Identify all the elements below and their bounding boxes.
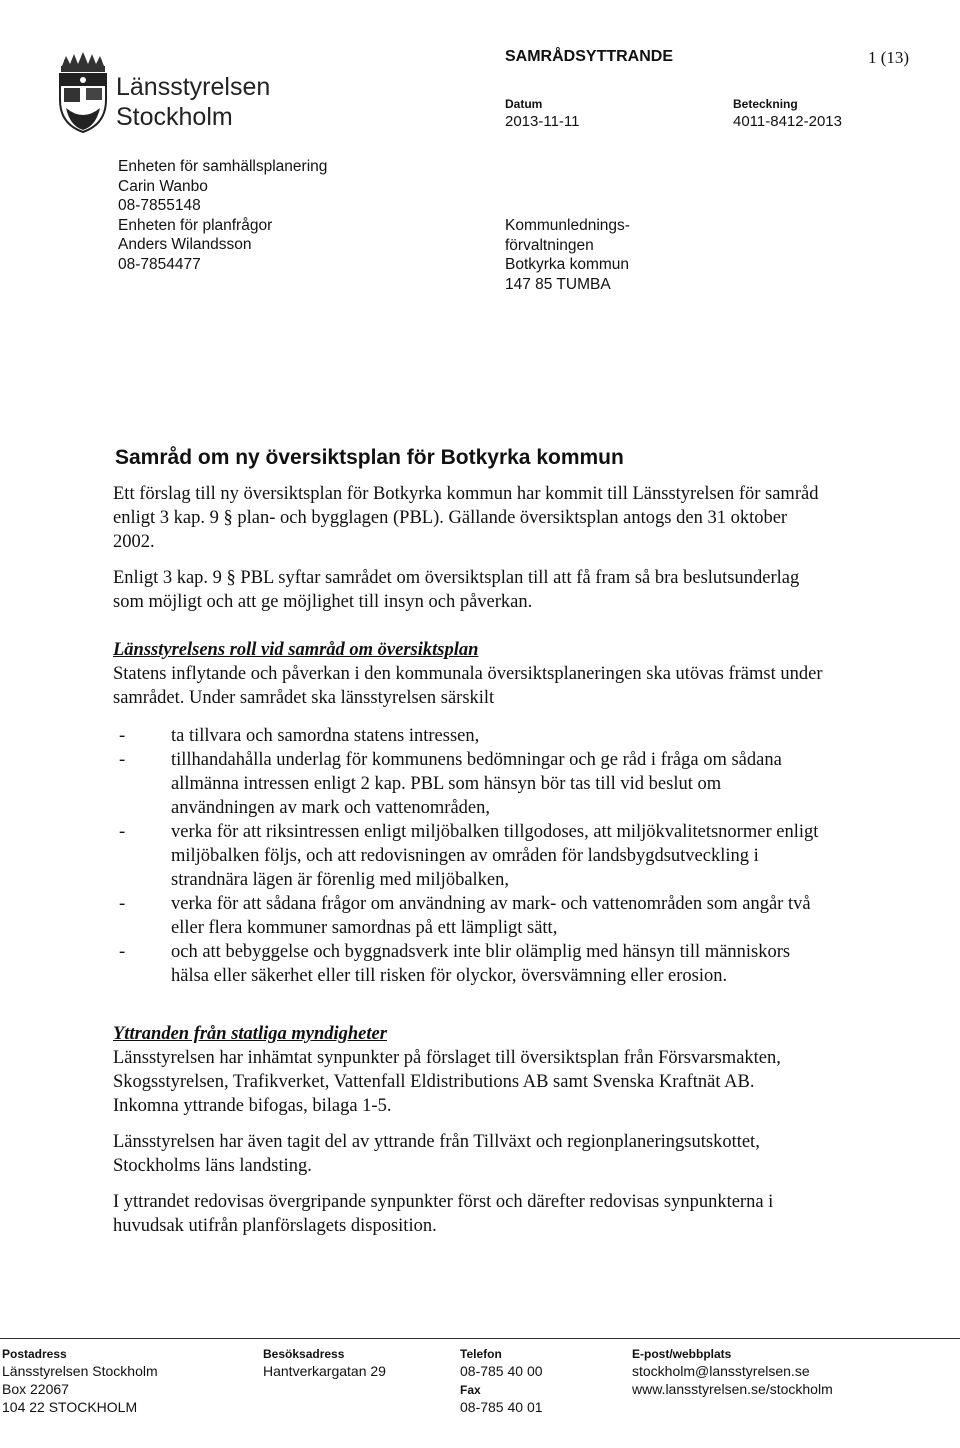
recipient-line: förvaltningen (505, 236, 594, 254)
list-item (113, 748, 823, 820)
recipient-line: 147 85 TUMBA (505, 275, 611, 293)
list-item (113, 940, 823, 988)
visit-value: Hantverkargatan 29 (263, 1363, 386, 1379)
recipient-address (505, 216, 630, 294)
intro-paragraph: Ett förslag till ny översiktsplan för Botkyrka kommun har kommit till Länsstyrelsen för samråd enligt 3 kap. 9 § plan- och bygglagen (PBL). Gällande översiktsplan antogs den 31 oktober 2002. (113, 484, 819, 552)
footer-phone (460, 1346, 543, 1416)
website-link[interactable]: www.lansstyrelsen.se/stockholm (632, 1381, 833, 1397)
sender-line: 08-7855148 (118, 197, 201, 214)
sender-line: Anders Wilandsson (118, 236, 252, 253)
list-item-text: och att bebyggelse och byggnadsverk inte blir olämplig med hänsyn till människors hälsa eller säkerhet eller till risken för olyckor, översvämning eller erosion. (171, 942, 791, 986)
visit-label: Besöksadress (263, 1347, 345, 1361)
document-title: Samråd om ny översiktsplan för Botkyrka kommun (115, 446, 624, 469)
list-item-text: ta tillvara och samordna statens intressen, (171, 726, 480, 746)
phone-label: Telefon (460, 1347, 502, 1361)
postal-line: 104 22 STOCKHOLM (2, 1399, 138, 1415)
coat-of-arms-logo (56, 52, 110, 134)
fax-label: Fax (460, 1383, 481, 1397)
email-link[interactable]: stockholm@lansstyrelsen.se (632, 1363, 810, 1379)
document-type: SAMRÅDSYTTRANDE (505, 48, 673, 65)
reference-value: 4011-8412-2013 (733, 113, 842, 130)
footer-divider (0, 1338, 960, 1339)
postal-line: Länsstyrelsen Stockholm (2, 1363, 158, 1379)
role-paragraph: Statens inflytande och påverkan i den kommunala översiktsplaneringen ska utövas främst under samrådet. Under samrådet ska länsstyrelsen särskilt (113, 664, 823, 708)
dash-bullet-icon: - (119, 894, 126, 914)
statements-paragraph: I yttrandet redovisas övergripande synpunkter först och därefter redovisas synpunkterna i huvudsak utifrån planförslagets disposition. (113, 1192, 774, 1236)
intro-paragraph: Enligt 3 kap. 9 § PBL syftar samrådet om översiktsplan till att få fram så bra beslutsunderlag som möjligt och att ge möjlighet till insyn och påverkan. (113, 568, 800, 612)
recipient-line: Botkyrka kommun (505, 256, 630, 273)
statements-paragraph: Länsstyrelsen har inhämtat synpunkter på förslaget till översiktsplan från Försvarsmakten, Skogsstyrelsen, Trafikverket, Vattenfall Eldistributions AB samt Svenska Kraftnät AB. Inkomna yttrande bifogas, bilaga 1-5. (113, 1048, 781, 1116)
reference-block (733, 97, 842, 131)
web-label: E-post/webbplats (632, 1347, 732, 1361)
dash-bullet-icon: - (119, 822, 126, 842)
date-block (505, 97, 580, 131)
dash-bullet-icon: - (119, 750, 126, 770)
postal-label: Postadress (2, 1347, 67, 1361)
section-heading-role: Länsstyrelsens roll vid samråd om översiktsplan (113, 640, 479, 660)
logo-city: Stockholm (116, 103, 233, 131)
footer-visit (263, 1346, 386, 1380)
list-item-text: verka för att riksintressen enligt miljöbalken tillgodoses, att miljökvalitetsnormer enligt miljöbalken följs, och att redovisningen av områden för landsbygdsutveckling i strandnära lägen är förenlig med miljöbalken, (171, 822, 819, 890)
list-item (113, 820, 823, 892)
sender-block (118, 157, 327, 274)
date-label: Datum (505, 97, 543, 111)
duties-list (113, 724, 823, 988)
phone-value: 08-785 40 00 (460, 1363, 543, 1379)
sender-line: 08-7854477 (118, 255, 201, 273)
sender-line: Carin Wanbo (118, 177, 208, 195)
list-item-text: verka för att sådana frågor om användning av mark- och vattenområden som angår två eller flera kommuner samordnas på ett lämpligt sätt, (171, 894, 811, 938)
list-item-text: tillhandahålla underlag för kommunens bedömningar och ge råd i fråga om sådana allmänna intressen enligt 2 kap. PBL som hänsyn bör tas till vid beslut om användningen av mark och vattenområden, (171, 750, 782, 818)
logo-name: Länsstyrelsen (116, 73, 271, 101)
sender-line: Enheten för samhällsplanering (118, 158, 328, 175)
footer-web (632, 1346, 833, 1398)
postal-line: Box 22067 (2, 1381, 69, 1397)
footer-postal (2, 1346, 158, 1416)
date-value: 2013-11-11 (505, 113, 580, 130)
page-number: 1 (13) (868, 48, 910, 67)
fax-value: 08-785 40 01 (460, 1399, 543, 1415)
recipient-line: Kommunlednings- (505, 217, 630, 234)
agency-logo-text (116, 72, 270, 132)
section-heading-statements: Yttranden från statliga myndigheter (113, 1024, 387, 1044)
dash-bullet-icon: - (119, 726, 126, 746)
list-item (113, 724, 823, 748)
list-item (113, 892, 823, 940)
sender-line: Enheten för planfrågor (118, 216, 273, 234)
statements-paragraph: Länsstyrelsen har även tagit del av yttrande från Tillväxt och regionplaneringsutskottet, Stockholms läns landsting. (113, 1132, 760, 1176)
reference-label: Beteckning (733, 97, 798, 111)
document-body (113, 446, 823, 1250)
dash-bullet-icon: - (119, 942, 126, 962)
